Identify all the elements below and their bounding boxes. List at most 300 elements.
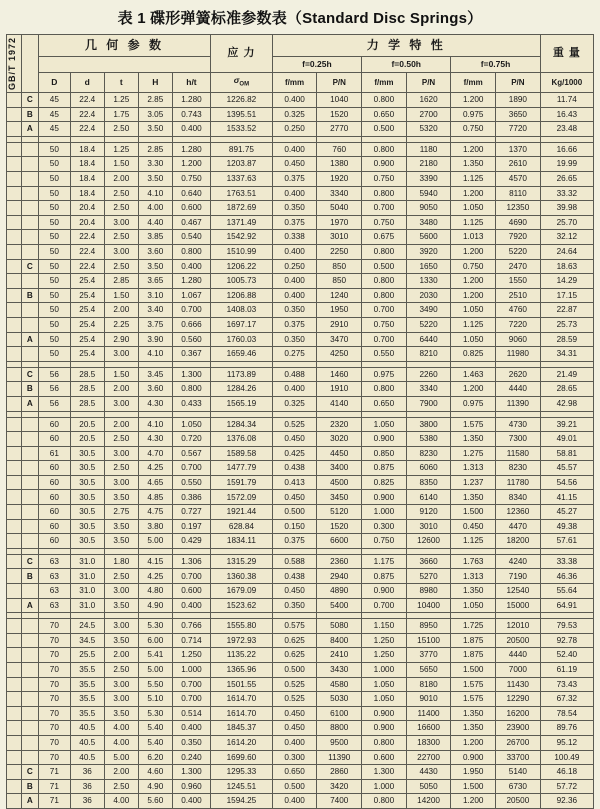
cell-t: 3.00 xyxy=(104,677,138,692)
cell-w: 49.01 xyxy=(540,432,593,447)
cell-t: 2.25 xyxy=(104,317,138,332)
cell-t: 1.50 xyxy=(104,157,138,172)
series-label: A xyxy=(21,122,38,137)
cell-t: 2.85 xyxy=(104,274,138,289)
cell-p3: 5140 xyxy=(496,765,541,780)
series-label xyxy=(21,215,38,230)
cell-p1: 1520 xyxy=(317,519,362,534)
cell-f2: 1.250 xyxy=(362,633,407,648)
cell-H: 3.50 xyxy=(138,259,172,274)
series-label xyxy=(21,432,38,447)
cell-t: 4.00 xyxy=(104,721,138,736)
cell-f1: 0.400 xyxy=(272,288,317,303)
cell-w: 25.70 xyxy=(540,215,593,230)
cell-f2: 0.900 xyxy=(362,432,407,447)
cell-D: 60 xyxy=(38,534,70,549)
cell-f1: 0.375 xyxy=(272,215,317,230)
cell-d: 25.5 xyxy=(70,648,104,663)
cell-p2: 3920 xyxy=(406,244,451,259)
cell-ht: 0.386 xyxy=(172,490,210,505)
cell-sigma: 1614.20 xyxy=(211,735,273,750)
table-row xyxy=(7,534,594,549)
cell-f3: 1.200 xyxy=(451,186,496,201)
cell-H: 3.30 xyxy=(138,157,172,172)
cell-H: 3.50 xyxy=(138,122,172,137)
cell-t: 4.00 xyxy=(104,735,138,750)
cell-w: 55.64 xyxy=(540,584,593,599)
cell-t: 2.50 xyxy=(104,779,138,794)
series-label xyxy=(21,519,38,534)
cell-d: 18.4 xyxy=(70,186,104,201)
row-standard-cell xyxy=(7,475,22,490)
row-standard-cell xyxy=(7,367,22,382)
series-label xyxy=(21,534,38,549)
cell-d: 35.5 xyxy=(70,677,104,692)
cell-f3: 1.275 xyxy=(451,446,496,461)
row-standard-cell xyxy=(7,303,22,318)
cell-D: 56 xyxy=(38,396,70,411)
cell-D: 50 xyxy=(38,259,70,274)
cell-H: 3.10 xyxy=(138,288,172,303)
table-row xyxy=(7,619,594,634)
weight-group-header: 重 量 xyxy=(540,35,593,73)
cell-p1: 7400 xyxy=(317,794,362,809)
cell-f1: 0.300 xyxy=(272,750,317,765)
series-label: A xyxy=(21,396,38,411)
table-row xyxy=(7,598,594,613)
cell-p3: 26700 xyxy=(496,735,541,750)
cell-p2: 5380 xyxy=(406,432,451,447)
series-label xyxy=(21,706,38,721)
cell-H: 5.00 xyxy=(138,534,172,549)
cell-f1: 0.400 xyxy=(272,142,317,157)
cell-p3: 20500 xyxy=(496,794,541,809)
row-standard-cell xyxy=(7,794,22,809)
row-standard-cell xyxy=(7,779,22,794)
row-standard-cell xyxy=(7,584,22,599)
cell-f3: 1.050 xyxy=(451,598,496,613)
cell-d: 35.5 xyxy=(70,663,104,678)
cell-D: 60 xyxy=(38,490,70,505)
cell-p2: 6440 xyxy=(406,332,451,347)
cell-ht: 0.666 xyxy=(172,317,210,332)
cell-ht: 0.197 xyxy=(172,519,210,534)
series-label xyxy=(21,157,38,172)
row-standard-cell xyxy=(7,244,22,259)
cell-f1: 0.150 xyxy=(272,519,317,534)
cell-f2: 0.875 xyxy=(362,461,407,476)
table-row xyxy=(7,244,594,259)
series-label xyxy=(21,490,38,505)
cell-f2: 0.750 xyxy=(362,215,407,230)
cell-f3: 0.750 xyxy=(451,122,496,137)
cell-f3: 1.350 xyxy=(451,157,496,172)
cell-sigma: 1337.63 xyxy=(211,172,273,187)
series-label xyxy=(21,750,38,765)
row-standard-cell xyxy=(7,332,22,347)
cell-f2: 0.900 xyxy=(362,584,407,599)
cell-D: 50 xyxy=(38,172,70,187)
cell-t: 3.00 xyxy=(104,215,138,230)
row-standard-cell xyxy=(7,230,22,245)
cell-f1: 0.325 xyxy=(272,107,317,122)
cell-f3: 1.350 xyxy=(451,432,496,447)
cell-p1: 5080 xyxy=(317,619,362,634)
cell-f2: 0.800 xyxy=(362,735,407,750)
cell-f2: 0.800 xyxy=(362,93,407,108)
cell-p3: 7220 xyxy=(496,317,541,332)
cell-w: 67.32 xyxy=(540,692,593,707)
cell-D: 50 xyxy=(38,317,70,332)
series-label xyxy=(21,692,38,707)
table-row xyxy=(7,569,594,584)
cell-f3: 1.350 xyxy=(451,721,496,736)
cell-f2: 0.800 xyxy=(362,382,407,397)
cell-w: 25.73 xyxy=(540,317,593,332)
cell-w: 39.98 xyxy=(540,201,593,216)
series-col-header xyxy=(21,35,38,93)
cell-p3: 23900 xyxy=(496,721,541,736)
table-row xyxy=(7,317,594,332)
cell-t: 2.50 xyxy=(104,186,138,201)
table-row xyxy=(7,794,594,809)
cell-d: 18.4 xyxy=(70,172,104,187)
cell-p2: 5650 xyxy=(406,663,451,678)
cell-f1: 0.425 xyxy=(272,446,317,461)
table-row xyxy=(7,215,594,230)
cell-p3: 4440 xyxy=(496,382,541,397)
cell-p2: 5050 xyxy=(406,779,451,794)
cell-f2: 0.875 xyxy=(362,569,407,584)
cell-sigma: 1572.09 xyxy=(211,490,273,505)
table-row xyxy=(7,230,594,245)
cell-p1: 1910 xyxy=(317,382,362,397)
cell-t: 3.00 xyxy=(104,692,138,707)
cell-d: 24.5 xyxy=(70,619,104,634)
cell-t: 2.50 xyxy=(104,663,138,678)
cell-w: 64.91 xyxy=(540,598,593,613)
table-row xyxy=(7,692,594,707)
cell-t: 3.00 xyxy=(104,396,138,411)
cell-t: 2.00 xyxy=(104,303,138,318)
cell-w: 39.21 xyxy=(540,417,593,432)
cell-w: 92.36 xyxy=(540,794,593,809)
cell-D: 60 xyxy=(38,475,70,490)
cell-sigma: 1594.25 xyxy=(211,794,273,809)
cell-f1: 0.500 xyxy=(272,663,317,678)
cell-f1: 0.438 xyxy=(272,461,317,476)
cell-p2: 1180 xyxy=(406,142,451,157)
cell-d: 31.0 xyxy=(70,598,104,613)
cell-d: 31.0 xyxy=(70,584,104,599)
row-standard-cell xyxy=(7,317,22,332)
cell-t: 2.00 xyxy=(104,417,138,432)
cell-D: 60 xyxy=(38,505,70,520)
cell-f1: 0.500 xyxy=(272,505,317,520)
cell-t: 2.50 xyxy=(104,259,138,274)
cell-f3: 1.763 xyxy=(451,554,496,569)
cell-f1: 0.525 xyxy=(272,417,317,432)
cell-d: 30.5 xyxy=(70,446,104,461)
cell-f3: 1.463 xyxy=(451,367,496,382)
cell-sigma: 1360.38 xyxy=(211,569,273,584)
col-d: d xyxy=(70,72,104,92)
cell-ht: 0.960 xyxy=(172,779,210,794)
cell-t: 3.00 xyxy=(104,584,138,599)
cell-p1: 2860 xyxy=(317,765,362,780)
cell-p2: 3770 xyxy=(406,648,451,663)
cell-sigma: 1523.62 xyxy=(211,598,273,613)
cell-f3: 1.575 xyxy=(451,677,496,692)
cell-p2: 3010 xyxy=(406,519,451,534)
cell-f2: 0.750 xyxy=(362,534,407,549)
cell-p3: 4690 xyxy=(496,215,541,230)
cell-d: 20.4 xyxy=(70,201,104,216)
cell-p2: 3340 xyxy=(406,382,451,397)
cell-p1: 4890 xyxy=(317,584,362,599)
series-label xyxy=(21,417,38,432)
cell-d: 35.5 xyxy=(70,706,104,721)
cell-ht: 0.800 xyxy=(172,382,210,397)
table-row xyxy=(7,172,594,187)
series-label: A xyxy=(21,332,38,347)
cell-f2: 0.800 xyxy=(362,794,407,809)
cell-H: 5.50 xyxy=(138,677,172,692)
row-standard-cell xyxy=(7,706,22,721)
cell-f2: 0.800 xyxy=(362,142,407,157)
cell-p2: 8950 xyxy=(406,619,451,634)
cell-d: 22.4 xyxy=(70,230,104,245)
cell-p3: 11430 xyxy=(496,677,541,692)
cell-d: 22.4 xyxy=(70,259,104,274)
cell-t: 3.50 xyxy=(104,534,138,549)
cell-t: 3.00 xyxy=(104,347,138,362)
cell-D: 63 xyxy=(38,554,70,569)
cell-f1: 0.325 xyxy=(272,396,317,411)
table-row xyxy=(7,347,594,362)
cell-sigma: 1510.99 xyxy=(211,244,273,259)
cell-p1: 1380 xyxy=(317,157,362,172)
cell-w: 46.36 xyxy=(540,569,593,584)
cell-p1: 760 xyxy=(317,142,362,157)
cell-D: 50 xyxy=(38,201,70,216)
series-label xyxy=(21,201,38,216)
cell-d: 25.4 xyxy=(70,288,104,303)
row-standard-cell xyxy=(7,633,22,648)
cell-t: 2.50 xyxy=(104,201,138,216)
cell-f1: 0.400 xyxy=(272,735,317,750)
cell-w: 28.65 xyxy=(540,382,593,397)
cell-p3: 2610 xyxy=(496,157,541,172)
cell-d: 30.5 xyxy=(70,461,104,476)
row-standard-cell xyxy=(7,735,22,750)
row-standard-cell xyxy=(7,461,22,476)
cell-sigma: 1845.37 xyxy=(211,721,273,736)
cell-p1: 2320 xyxy=(317,417,362,432)
cell-sigma: 1245.51 xyxy=(211,779,273,794)
cell-f1: 0.625 xyxy=(272,633,317,648)
cell-H: 5.60 xyxy=(138,794,172,809)
cell-f1: 0.625 xyxy=(272,648,317,663)
cell-ht: 0.429 xyxy=(172,534,210,549)
cell-d: 20.5 xyxy=(70,417,104,432)
cell-d: 25.4 xyxy=(70,347,104,362)
cell-f3: 1.875 xyxy=(451,648,496,663)
series-label xyxy=(21,663,38,678)
cell-H: 5.00 xyxy=(138,663,172,678)
cell-d: 40.5 xyxy=(70,735,104,750)
cell-H: 3.60 xyxy=(138,382,172,397)
cell-D: 60 xyxy=(38,519,70,534)
cell-ht: 1.067 xyxy=(172,288,210,303)
row-standard-cell xyxy=(7,142,22,157)
cell-w: 95.12 xyxy=(540,735,593,750)
cell-t: 5.00 xyxy=(104,750,138,765)
cell-p2: 7900 xyxy=(406,396,451,411)
cell-p2: 6060 xyxy=(406,461,451,476)
col-sigma xyxy=(211,72,273,92)
cell-sigma: 1921.44 xyxy=(211,505,273,520)
cell-d: 36 xyxy=(70,779,104,794)
row-standard-cell xyxy=(7,201,22,216)
cell-f3: 1.125 xyxy=(451,172,496,187)
cell-D: 50 xyxy=(38,157,70,172)
cell-f3: 1.125 xyxy=(451,317,496,332)
cell-p3: 11580 xyxy=(496,446,541,461)
cell-f3: 1.725 xyxy=(451,619,496,634)
cell-f2: 0.300 xyxy=(362,519,407,534)
cell-sigma: 1395.51 xyxy=(211,107,273,122)
table-row xyxy=(7,93,594,108)
table-row xyxy=(7,332,594,347)
cell-ht: 1.280 xyxy=(172,93,210,108)
cell-f2: 0.675 xyxy=(362,230,407,245)
cell-p2: 2030 xyxy=(406,288,451,303)
row-standard-cell xyxy=(7,186,22,201)
cell-f2: 0.800 xyxy=(362,274,407,289)
cell-ht: 1.000 xyxy=(172,663,210,678)
cell-H: 5.40 xyxy=(138,721,172,736)
table-row xyxy=(7,122,594,137)
series-label: C xyxy=(21,93,38,108)
series-label: A xyxy=(21,794,38,809)
cell-p2: 3800 xyxy=(406,417,451,432)
geometry-group-header: 几 何 参 数 xyxy=(38,35,210,57)
cell-sigma: 1679.09 xyxy=(211,584,273,599)
cell-H: 4.85 xyxy=(138,490,172,505)
row-standard-cell xyxy=(7,519,22,534)
col-H: H xyxy=(138,72,172,92)
cell-w: 17.15 xyxy=(540,288,593,303)
col-p1: P/N xyxy=(317,72,362,92)
cell-sigma: 1295.33 xyxy=(211,765,273,780)
cell-D: 50 xyxy=(38,288,70,303)
cell-p1: 3010 xyxy=(317,230,362,245)
cell-w: 32.12 xyxy=(540,230,593,245)
cell-w: 16.66 xyxy=(540,142,593,157)
row-standard-cell xyxy=(7,663,22,678)
cell-ht: 0.350 xyxy=(172,735,210,750)
cell-f2: 0.900 xyxy=(362,490,407,505)
row-standard-cell xyxy=(7,598,22,613)
cell-f1: 0.400 xyxy=(272,244,317,259)
cell-d: 30.5 xyxy=(70,534,104,549)
sigma-subscript: OM xyxy=(239,81,250,88)
cell-p3: 9060 xyxy=(496,332,541,347)
cell-f1: 0.338 xyxy=(272,230,317,245)
cell-sigma: 1589.58 xyxy=(211,446,273,461)
series-label xyxy=(21,475,38,490)
cell-p2: 8210 xyxy=(406,347,451,362)
cell-p3: 3650 xyxy=(496,107,541,122)
cell-ht: 0.700 xyxy=(172,303,210,318)
col-p2: P/N xyxy=(406,72,451,92)
cell-f1: 0.650 xyxy=(272,765,317,780)
cell-p1: 1040 xyxy=(317,93,362,108)
cell-p3: 4760 xyxy=(496,303,541,318)
cell-f3: 1.200 xyxy=(451,93,496,108)
cell-p1: 2360 xyxy=(317,554,362,569)
cell-ht: 0.743 xyxy=(172,107,210,122)
cell-f2: 1.175 xyxy=(362,554,407,569)
table-row xyxy=(7,186,594,201)
series-label: A xyxy=(21,598,38,613)
cell-w: 61.19 xyxy=(540,663,593,678)
cell-sigma: 1408.03 xyxy=(211,303,273,318)
cell-w: 52.40 xyxy=(540,648,593,663)
cell-p2: 8180 xyxy=(406,677,451,692)
cell-p3: 12290 xyxy=(496,692,541,707)
cell-w: 21.49 xyxy=(540,367,593,382)
cell-p3: 7720 xyxy=(496,122,541,137)
cell-t: 3.00 xyxy=(104,475,138,490)
cell-t: 1.75 xyxy=(104,107,138,122)
cell-t: 2.00 xyxy=(104,648,138,663)
cell-f3: 1.575 xyxy=(451,417,496,432)
cell-p3: 2510 xyxy=(496,288,541,303)
cell-d: 28.5 xyxy=(70,396,104,411)
cell-d: 25.4 xyxy=(70,274,104,289)
cell-d: 28.5 xyxy=(70,367,104,382)
header-row-columns xyxy=(7,72,594,92)
cell-p2: 3480 xyxy=(406,215,451,230)
table-row xyxy=(7,721,594,736)
cell-D: 70 xyxy=(38,735,70,750)
cell-p3: 12350 xyxy=(496,201,541,216)
table-row xyxy=(7,765,594,780)
cell-w: 18.63 xyxy=(540,259,593,274)
cell-D: 50 xyxy=(38,186,70,201)
cell-f3: 1.237 xyxy=(451,475,496,490)
cell-p1: 1950 xyxy=(317,303,362,318)
cell-w: 11.74 xyxy=(540,93,593,108)
table-row xyxy=(7,461,594,476)
cell-ht: 0.567 xyxy=(172,446,210,461)
cell-H: 4.60 xyxy=(138,765,172,780)
cell-H: 4.80 xyxy=(138,584,172,599)
cell-f2: 0.850 xyxy=(362,446,407,461)
cell-f3: 1.350 xyxy=(451,706,496,721)
cell-t: 2.75 xyxy=(104,505,138,520)
cell-D: 71 xyxy=(38,779,70,794)
cell-f3: 1.950 xyxy=(451,765,496,780)
cell-f3: 1.200 xyxy=(451,142,496,157)
table-row xyxy=(7,367,594,382)
cell-H: 4.10 xyxy=(138,347,172,362)
table-row xyxy=(7,107,594,122)
cell-p1: 3020 xyxy=(317,432,362,447)
cell-D: 71 xyxy=(38,765,70,780)
